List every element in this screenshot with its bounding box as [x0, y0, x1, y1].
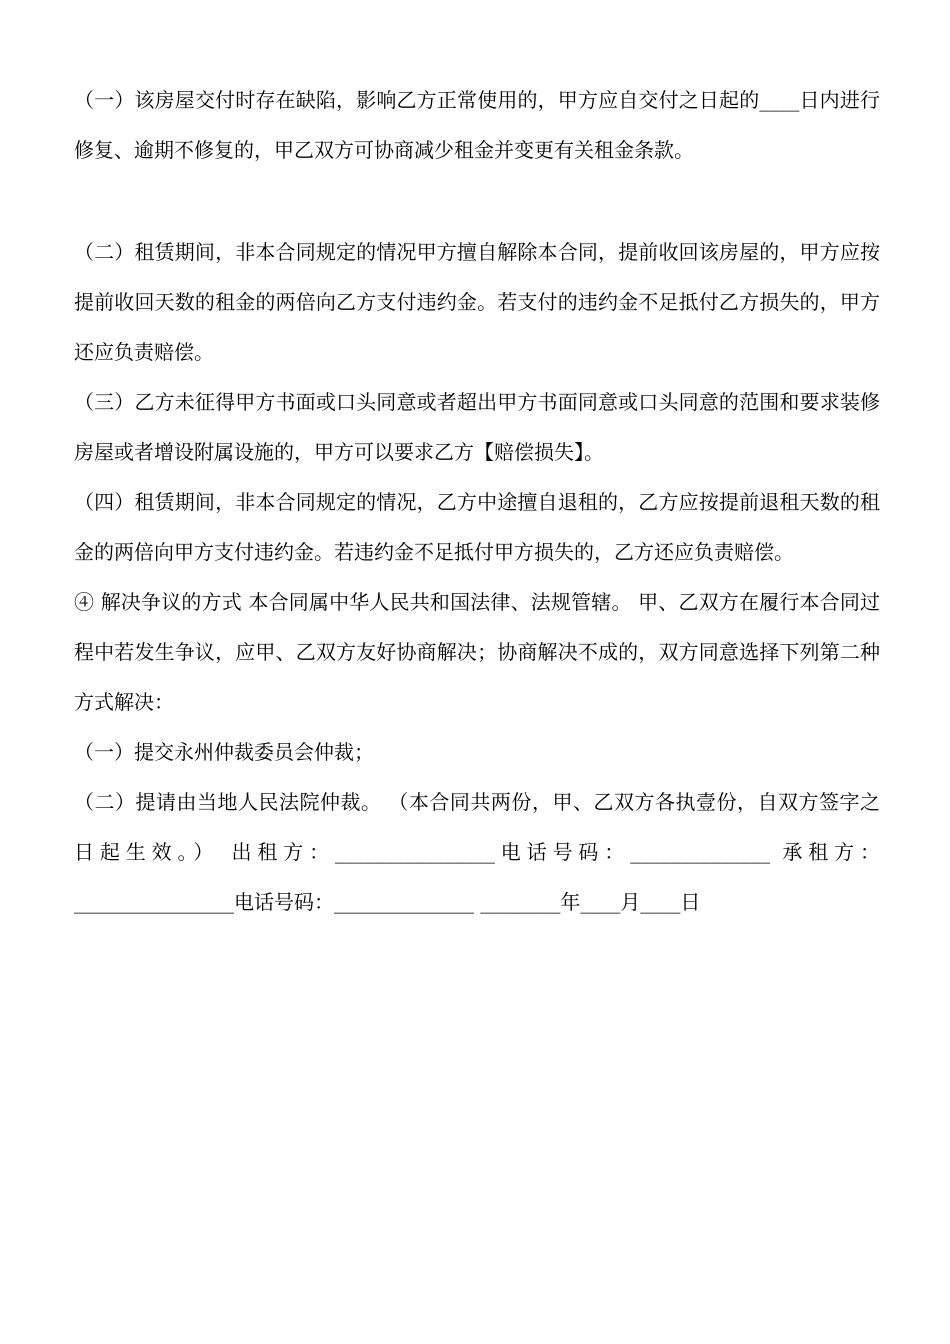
arbitration-option-1: （一）提交永州仲裁委员会仲裁；	[74, 740, 374, 764]
dispute-resolution-paragraph: ④ 解决争议的方式 本合同属中华人民共和国法律、法规管辖。 甲、乙双方在履行本合同过程中若发生争议，应甲、乙双方友好协商解决；协商解决不成的，双方同意选择下列第二种方式解决：	[74, 590, 880, 714]
clause-3-paragraph: （三）乙方未征得甲方书面或口头同意或者超出甲方书面同意或口头同意的范围和要求装修房屋或者增设附属设施的，甲方可以要求乙方【赔偿损失】。	[74, 390, 880, 464]
paragraph-spacer	[74, 175, 880, 227]
clause-2-paragraph: （二）租赁期间，非本合同规定的情况甲方擅自解除本合同，提前收回该房屋的，甲方应按提前收回天数的租金的两倍向乙方支付违约金。若支付的违约金不足抵付乙方损失的，甲方还应负责赔偿。	[74, 240, 880, 364]
clause-1-paragraph: （一）该房屋交付时存在缺陷，影响乙方正常使用的，甲方应自交付之日起的____日内进行修复、逾期不修复的，甲乙双方可协商减少租金并变更有关租金条款。	[74, 88, 880, 162]
document-page	[74, 75, 880, 927]
arbitration-option-2-and-signatures: （二）提请由当地人民法院仲裁。 （本合同共两份，甲、乙双方各执壹份，自双方签字之日起生效。） 出租方：________________电话号码：______________ 承租方：________________电话号码：______________ ________年____月____日	[74, 790, 880, 914]
clause-4-paragraph: （四）租赁期间，非本合同规定的情况，乙方中途擅自退租的，乙方应按提前退租天数的租金的两倍向甲方支付违约金。若违约金不足抵付甲方损失的，乙方还应负责赔偿。	[74, 490, 880, 564]
